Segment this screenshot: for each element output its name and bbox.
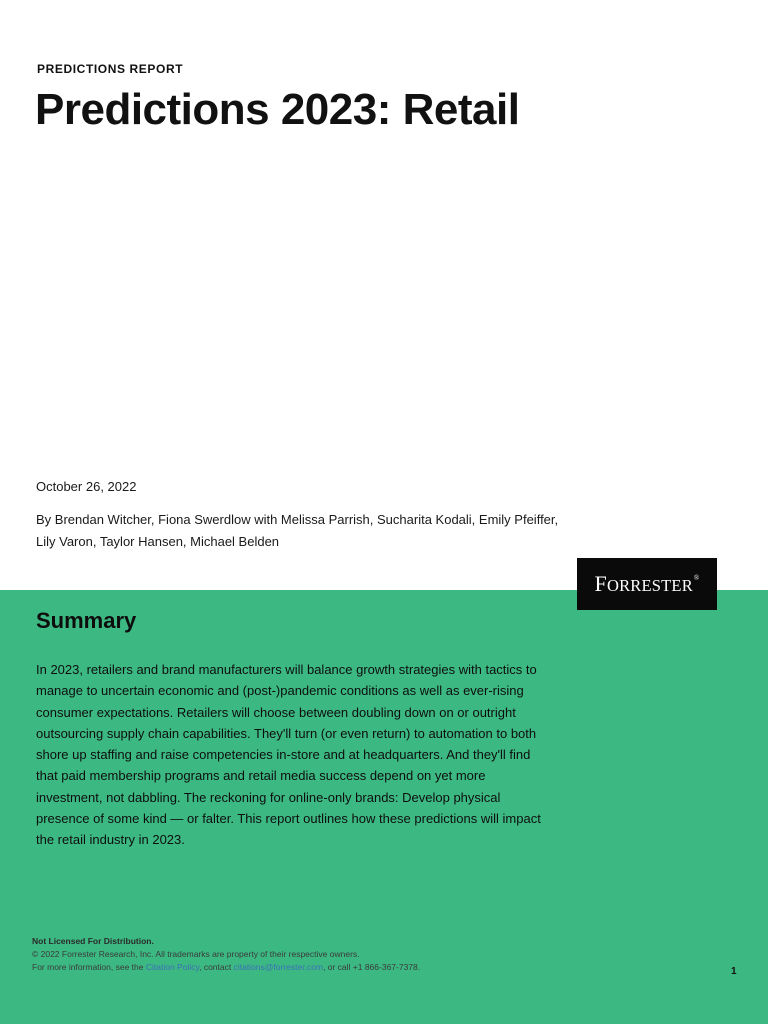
logo-wordmark (595, 571, 700, 597)
footer-contact-prefix: , contact (199, 962, 234, 972)
footer-more-info (32, 961, 652, 974)
footer-phone: , or call +1 866-367-7378. (323, 962, 421, 972)
forrester-logo (577, 558, 717, 610)
report-kicker: PREDICTIONS REPORT (37, 62, 184, 76)
footer-copyright: © 2022 Forrester Research, Inc. All trademarks are property of their respective owners. (32, 949, 360, 959)
page-number: 1 (731, 966, 737, 977)
logo-registered-mark: ® (693, 574, 700, 582)
footer-notice: Not Licensed For Distribution. (32, 936, 154, 946)
summary-heading: Summary (36, 608, 137, 633)
logo-rest: ORRESTER (606, 576, 693, 595)
logo-initial: F (594, 571, 607, 596)
footer (32, 935, 652, 974)
report-date: October 26, 2022 (36, 479, 137, 494)
citation-policy-link[interactable]: Citation Policy (145, 962, 200, 972)
report-authors: By Brendan Witcher, Fiona Swerdlow with Melissa Parrish, Sucharita Kodali, Emily Pfeiffer, Lily Varon, Taylor Hansen, Michael Belden (36, 512, 559, 549)
page-title: Predictions 2023: Retail (35, 85, 520, 134)
citations-email-link[interactable]: citations@forrester.com (233, 962, 324, 972)
footer-more-info-prefix: For more information, see the (32, 962, 146, 972)
summary-body: In 2023, retailers and brand manufacturers will balance growth strategies with tactics to manage to uncertain economic and (post-)pandemic conditions as well as ever-rising consumer expectations. Retailers will choose between doubling down on or outright outsourcing supply chain capabilities. They'll turn (or even return) to automation to both shore up staffing and raise competencies in-store and at headquarters. And they'll find that paid membership programs and retail media success depend on yet more investment, not dabbling. The reckoning for online-only brands: Develop physical presence of some kind — or falter. This report outlines how these predictions will impact the retail industry in 2023. (36, 662, 541, 848)
